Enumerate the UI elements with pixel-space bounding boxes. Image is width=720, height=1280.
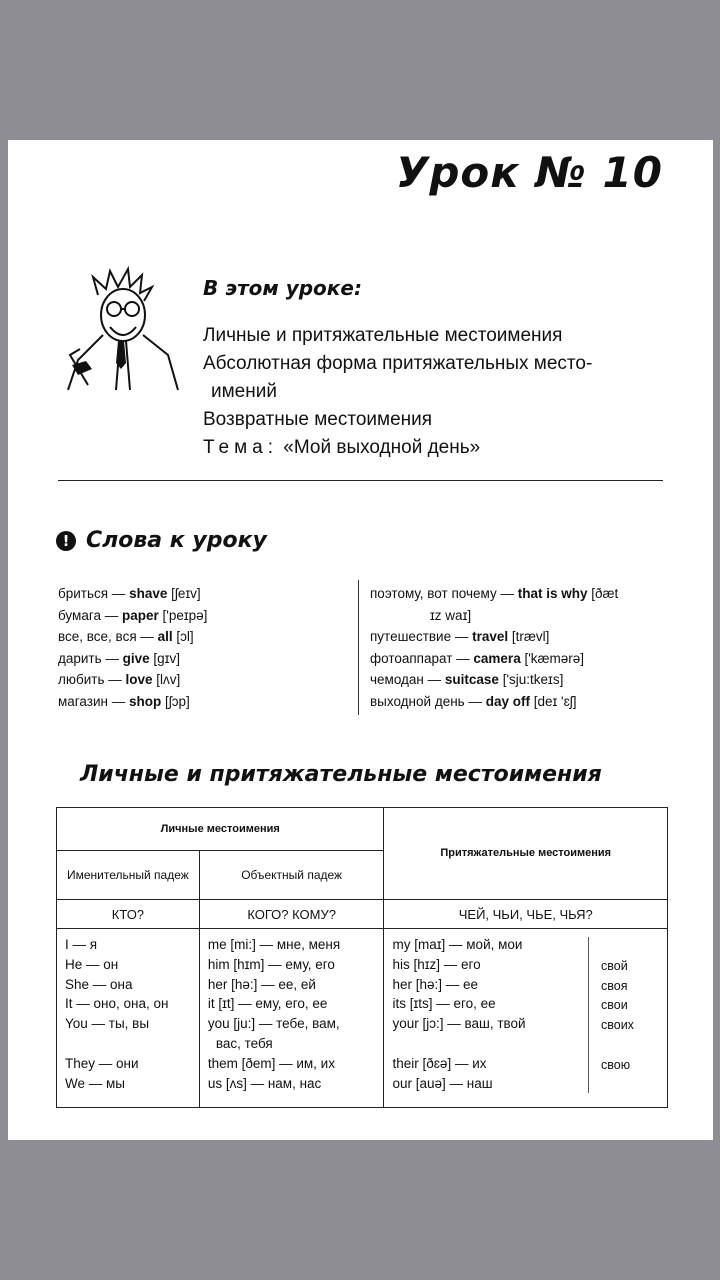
vocab-transcription: ['sju:tkeɪs] bbox=[498, 672, 564, 687]
exclamation-icon: ! bbox=[56, 531, 76, 551]
vocab-en: love bbox=[125, 672, 153, 687]
vocab-en: shop bbox=[128, 693, 162, 709]
section-divider bbox=[58, 480, 663, 481]
list-item: свою bbox=[601, 1057, 631, 1072]
list-item: They — они bbox=[65, 1055, 139, 1071]
possessive-list bbox=[384, 929, 668, 1108]
list-spacer bbox=[601, 1036, 661, 1056]
list-item: its [ɪts] — его, ее bbox=[392, 996, 496, 1012]
topic-item: Личные и притяжательные местоимения bbox=[203, 325, 563, 346]
list-item: her [hə:] — ее bbox=[392, 976, 479, 992]
vocab-ru: любить — bbox=[58, 672, 126, 687]
vocab-transcription: ['kæmərə] bbox=[520, 650, 585, 666]
header-objective: Объектный падеж bbox=[199, 851, 384, 900]
list-item: своя bbox=[601, 978, 628, 993]
objective-list bbox=[199, 929, 384, 1108]
list-item: I — я bbox=[65, 937, 98, 952]
vocab-en: day off bbox=[485, 693, 530, 709]
lesson-title: Урок № 10 bbox=[395, 148, 663, 197]
topic-item: Абсолютная форма притяжательных место- bbox=[203, 353, 593, 374]
vocab-transcription: [ɔl] bbox=[172, 629, 194, 644]
vocab-transcription: [gɪv] bbox=[149, 650, 180, 666]
header-possessive: Притяжательные местоимения bbox=[384, 808, 668, 900]
vocab-en: paper bbox=[121, 607, 159, 623]
vocab-item bbox=[370, 648, 670, 670]
list-item: свой bbox=[601, 958, 628, 973]
vocab-item bbox=[370, 669, 670, 691]
vocab-item bbox=[370, 605, 670, 627]
vocab-ru: дарить — bbox=[58, 650, 123, 666]
list-item: me [mi:] — мне, меня bbox=[207, 937, 341, 952]
vocab-item bbox=[370, 691, 670, 713]
vocab-column-left bbox=[58, 583, 348, 712]
vocab-ru: чемодан — bbox=[370, 672, 445, 687]
vocab-item bbox=[58, 648, 348, 670]
vocab-transcription: [lʌv] bbox=[152, 672, 181, 687]
vocab-transcription: [trævl] bbox=[508, 629, 550, 644]
list-item: it [ɪt] — ему, его, ее bbox=[207, 996, 328, 1012]
vocab-column-right bbox=[370, 583, 670, 712]
list-item: them [ðem] — им, их bbox=[207, 1055, 335, 1071]
list-item: She — она bbox=[65, 976, 133, 992]
list-spacer bbox=[392, 1034, 588, 1054]
list-item: You — ты, вы bbox=[65, 1016, 150, 1032]
list-item: their [ðɛə] — их bbox=[392, 1055, 487, 1071]
list-item: my [maɪ] — мой, мои bbox=[392, 937, 523, 952]
intro-topics bbox=[203, 322, 683, 462]
vocab-transcription: [ʃɔp] bbox=[161, 693, 190, 709]
vocab-ru: бумага — bbox=[58, 607, 122, 623]
pronouns-heading: Личные и притяжательные местоимения bbox=[80, 762, 602, 787]
list-item: you [ju:] — тебе, вам, bbox=[207, 1016, 340, 1032]
vocab-en: that is why bbox=[517, 586, 588, 601]
question-possessive: ЧЕЙ, ЧЬИ, ЧЬЕ, ЧЬЯ? bbox=[384, 900, 668, 929]
vocab-ru: поэтому, вот почему — bbox=[370, 586, 518, 601]
vocab-item bbox=[58, 691, 348, 713]
question-objective: КОГО? КОМУ? bbox=[199, 900, 384, 929]
question-nominative: КТО? bbox=[57, 900, 200, 929]
list-item: He — он bbox=[65, 956, 119, 972]
vocab-en: shave bbox=[129, 586, 168, 601]
vocab-ru: все, все, вся — bbox=[58, 629, 158, 644]
vocab-ru: фотоаппарат — bbox=[370, 650, 474, 666]
vocab-transcription: [ðæt bbox=[587, 586, 619, 601]
topic-theme bbox=[203, 434, 683, 462]
list-spacer bbox=[601, 937, 661, 957]
header-personal: Личные местоимения bbox=[57, 808, 384, 851]
words-heading-text: Слова к уроку bbox=[86, 528, 267, 553]
intro-heading: В этом уроке: bbox=[203, 276, 362, 300]
pronouns-table bbox=[56, 807, 668, 1108]
list-item: our [auə] — наш bbox=[392, 1075, 493, 1091]
vocab-en: all bbox=[157, 629, 173, 644]
theme-value: «Мой выходной день» bbox=[283, 437, 481, 458]
vocab-ru: бриться — bbox=[58, 586, 130, 601]
list-item: вас, тебя bbox=[215, 1035, 273, 1051]
vocab-item bbox=[370, 583, 670, 605]
textbook-page bbox=[8, 140, 713, 1140]
vocab-en: give bbox=[122, 650, 150, 666]
list-item: his [hɪz] — его bbox=[392, 956, 481, 972]
theme-label: Тема: bbox=[203, 437, 279, 458]
vocab-ru: путешествие — bbox=[370, 629, 473, 644]
list-item: We — мы bbox=[65, 1075, 125, 1091]
list-spacer bbox=[65, 1034, 193, 1054]
vocab-ru: выходной день — bbox=[370, 693, 486, 709]
list-item: свои bbox=[601, 998, 628, 1013]
vocab-item bbox=[370, 626, 670, 648]
list-item: him [hɪm] — ему, его bbox=[207, 956, 335, 972]
topic-item: имений bbox=[211, 381, 277, 402]
vocab-transcription: [ʃeɪv] bbox=[167, 586, 201, 601]
teacher-illustration bbox=[58, 265, 188, 395]
list-item: своих bbox=[601, 1018, 634, 1033]
vocab-divider bbox=[358, 580, 359, 715]
list-item: It — оно, она, он bbox=[65, 996, 169, 1012]
header-nominative: Именительный падеж bbox=[57, 851, 200, 900]
vocab-ru: магазин — bbox=[58, 693, 129, 709]
list-item: us [ʌs] — нам, нас bbox=[207, 1075, 322, 1091]
list-item: your [jɔ:] — ваш, твой bbox=[392, 1016, 526, 1032]
vocab-item bbox=[58, 669, 348, 691]
vocab-en: camera bbox=[473, 650, 521, 666]
vocab-transcription: ɪz waɪ] bbox=[430, 607, 472, 623]
vocab-item bbox=[58, 583, 348, 605]
vocab-transcription: ['peɪpə] bbox=[158, 607, 208, 623]
list-item: her [hə:] — ее, ей bbox=[207, 976, 316, 992]
vocab-en: suitcase bbox=[444, 672, 499, 687]
vocab-item bbox=[58, 626, 348, 648]
vocab-transcription: [deɪ 'ɛʃ] bbox=[529, 693, 577, 709]
vocab-item bbox=[58, 605, 348, 627]
reflexive-list bbox=[588, 937, 661, 1093]
words-heading bbox=[56, 528, 267, 553]
topic-item: Возвратные местоимения bbox=[203, 409, 433, 430]
nominative-list bbox=[57, 929, 200, 1108]
vocab-en: travel bbox=[472, 629, 509, 644]
